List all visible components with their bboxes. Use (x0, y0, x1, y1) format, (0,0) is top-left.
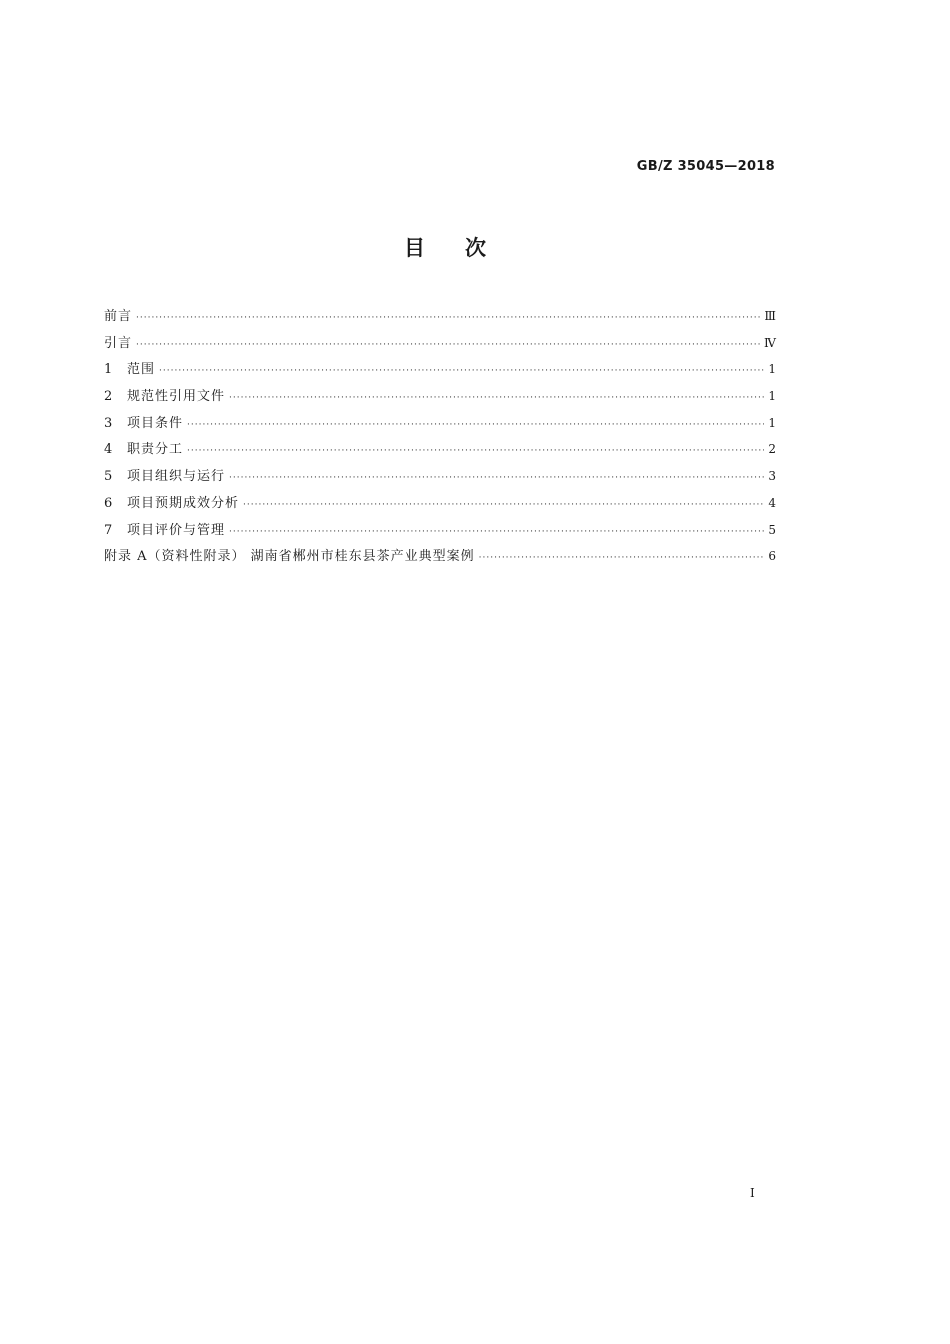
toc-entry-text: 规范性引用文件 (127, 389, 226, 405)
toc-entry-evaluation-management[interactable] (104, 519, 776, 546)
toc-dot-leader (243, 500, 764, 510)
toc-entry-page: 1 (768, 362, 776, 377)
toc-entry-page: 1 (768, 415, 776, 430)
toc-entry-page: 3 (768, 469, 776, 484)
toc-dot-leader (479, 553, 764, 563)
page-title: 目次 (404, 236, 526, 260)
toc-entry-number: 5 (104, 469, 114, 485)
toc-entry-text: 范围 (127, 362, 156, 378)
toc-entry-scope[interactable] (104, 358, 776, 385)
toc-entry-normative-references[interactable] (104, 385, 776, 412)
toc-entry-page: 2 (768, 442, 776, 457)
toc-entry-text: 项目组织与运行 (127, 469, 226, 485)
toc-entry-preface[interactable] (104, 305, 776, 332)
toc-entry-text: 项目条件 (127, 415, 184, 431)
toc-entry-introduction[interactable] (104, 332, 776, 359)
toc-entry-number: 1 (104, 362, 114, 378)
toc-entry-label (104, 465, 225, 484)
toc-entry-label: 引言 (104, 335, 133, 351)
toc-entry-label (104, 358, 155, 377)
toc-entry-text: 职责分工 (127, 442, 184, 458)
toc-entry-label: 前言 (104, 309, 133, 324)
toc-entry-number: 3 (104, 415, 114, 431)
toc-entry-page: Ⅳ (764, 335, 776, 350)
toc-entry-page: 1 (768, 389, 776, 404)
toc-entry-expected-outcomes[interactable] (104, 492, 776, 519)
toc-entry-label (104, 519, 225, 538)
toc-entry-label (104, 385, 225, 404)
toc-entry-appendix-a[interactable] (104, 545, 776, 572)
toc-entry-page: 6 (768, 549, 776, 564)
toc-dot-leader (159, 366, 764, 376)
toc-entry-page: 4 (768, 495, 776, 510)
table-of-contents (104, 305, 776, 572)
toc-dot-leader (187, 420, 764, 430)
toc-entry-label (104, 438, 183, 457)
standard-code: GB/Z 35045—2018 (636, 159, 775, 174)
toc-dot-leader (136, 340, 760, 350)
toc-dot-leader (229, 527, 764, 537)
toc-entry-page: 5 (768, 522, 776, 537)
toc-entry-label: 附录 A（资料性附录） 湖南省郴州市桂东县茶产业典型案例 (104, 549, 475, 565)
toc-entry-label (104, 492, 239, 511)
toc-entry-page: Ⅲ (764, 309, 776, 323)
toc-entry-number: 2 (104, 389, 114, 405)
toc-entry-project-conditions[interactable] (104, 412, 776, 439)
toc-entry-number: 6 (104, 495, 114, 511)
toc-entry-text: 项目预期成效分析 (127, 495, 240, 511)
toc-dot-leader (229, 473, 764, 483)
toc-entry-label (104, 412, 183, 431)
toc-entry-number: 4 (104, 442, 114, 458)
toc-dot-leader (187, 446, 764, 456)
toc-entry-text: 项目评价与管理 (127, 522, 226, 538)
toc-entry-responsibilities[interactable] (104, 438, 776, 465)
toc-dot-leader (136, 313, 760, 323)
page-number: Ⅰ (750, 1186, 755, 1200)
toc-dot-leader (229, 393, 764, 403)
toc-entry-number: 7 (104, 522, 114, 538)
toc-entry-organization-operation[interactable] (104, 465, 776, 492)
